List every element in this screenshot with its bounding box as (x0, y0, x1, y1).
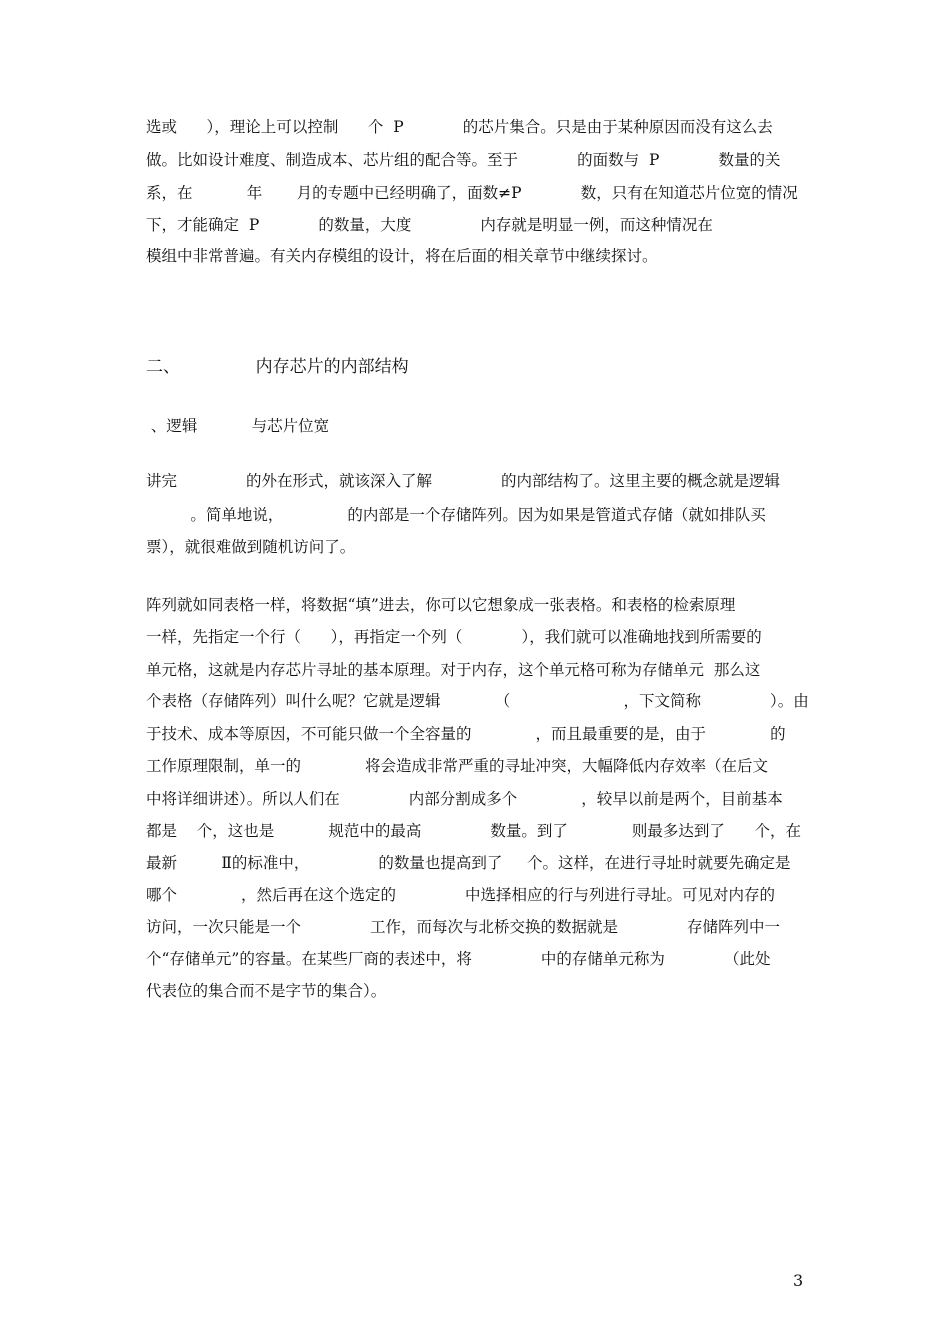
text-line: 。简单地说， 的内部是一个存储阵列。因为如果是管道式存储（就如排队买 (146, 506, 766, 524)
subsection-heading: 、逻辑 与芯片位宽 (146, 417, 330, 435)
text-line: 中将详细讲述）。所以人们在 内部分割成多个 ，较早以前是两个，目前基本 (146, 790, 783, 808)
text-line: 哪个 ，然后再在这个选定的 中选择相应的行与列进行寻址。可见对内存的 (146, 886, 776, 904)
page-number: 3 (793, 1271, 804, 1290)
text-line: 工作原理限制，单一的 将会造成非常严重的寻址冲突，大幅降低内存效率（在后文 (146, 757, 769, 775)
text-line: 代表位的集合而不是字节的集合）。 (146, 982, 387, 1000)
text-line: 最新 Ⅱ的标准中， 的数量也提高到了 个。这样，在进行寻址时就要先确定是 (146, 854, 791, 872)
text-line: 访问，一次只能是一个 工作，而每次与北桥交换的数据就是 存储阵列中一 (146, 918, 780, 936)
text-line: 都是 个，这也是 规范中的最高 数量。到了 则最多达到了 个，在 (146, 822, 801, 840)
text-line: 个“存储单元”的容量。在某些厂商的表述中，将 中的存储单元称为 （此处 (146, 950, 771, 968)
text-line: 个表格（存储阵列）叫什么呢？它就是逻辑 （ ，下文简称 ）。由 (146, 692, 809, 710)
text-line: 系，在 年 月的专题中已经明确了，面数≠P 数，只有在知道芯片位宽的情况 (146, 184, 798, 202)
text-line: 单元格，这就是内存芯片寻址的基本原理。对于内存，这个单元格可称为存储单元 那么这 (146, 661, 761, 679)
text-line: 选或 ），理论上可以控制 个 P 的芯片集合。只是由于某种原因而没有这么去 (146, 118, 773, 136)
text-line: 下，才能确定 P 的数量，大度 内存就是明显一例，而这种情况在 (146, 216, 713, 234)
text-line: 于技术、成本等原因，不可能只做一个全容量的 ，而且最重要的是，由于 的 (146, 725, 786, 743)
section-heading: 二、 内存芯片的内部结构 (146, 357, 409, 377)
text-line: 做。比如设计难度、制造成本、芯片组的配合等。至于 的面数与 P 数量的关 (146, 151, 781, 169)
text-line: 一样，先指定一个行（ ），再指定一个列（ ），我们就可以准确地找到所需要的 (146, 628, 762, 646)
text-line: 阵列就如同表格一样，将数据“填”进去，你可以它想象成一张表格。和表格的检索原理 (146, 596, 736, 614)
text-line: 票），就很难做到随机访问了。 (146, 538, 356, 556)
text-line: 模组中非常普遍。有关内存模组的设计，将在后面的相关章节中继续探讨。 (146, 247, 658, 265)
text-line: 讲完 的外在形式，就该深入了解 的内部结构了。这里主要的概念就是逻辑 (146, 472, 780, 490)
